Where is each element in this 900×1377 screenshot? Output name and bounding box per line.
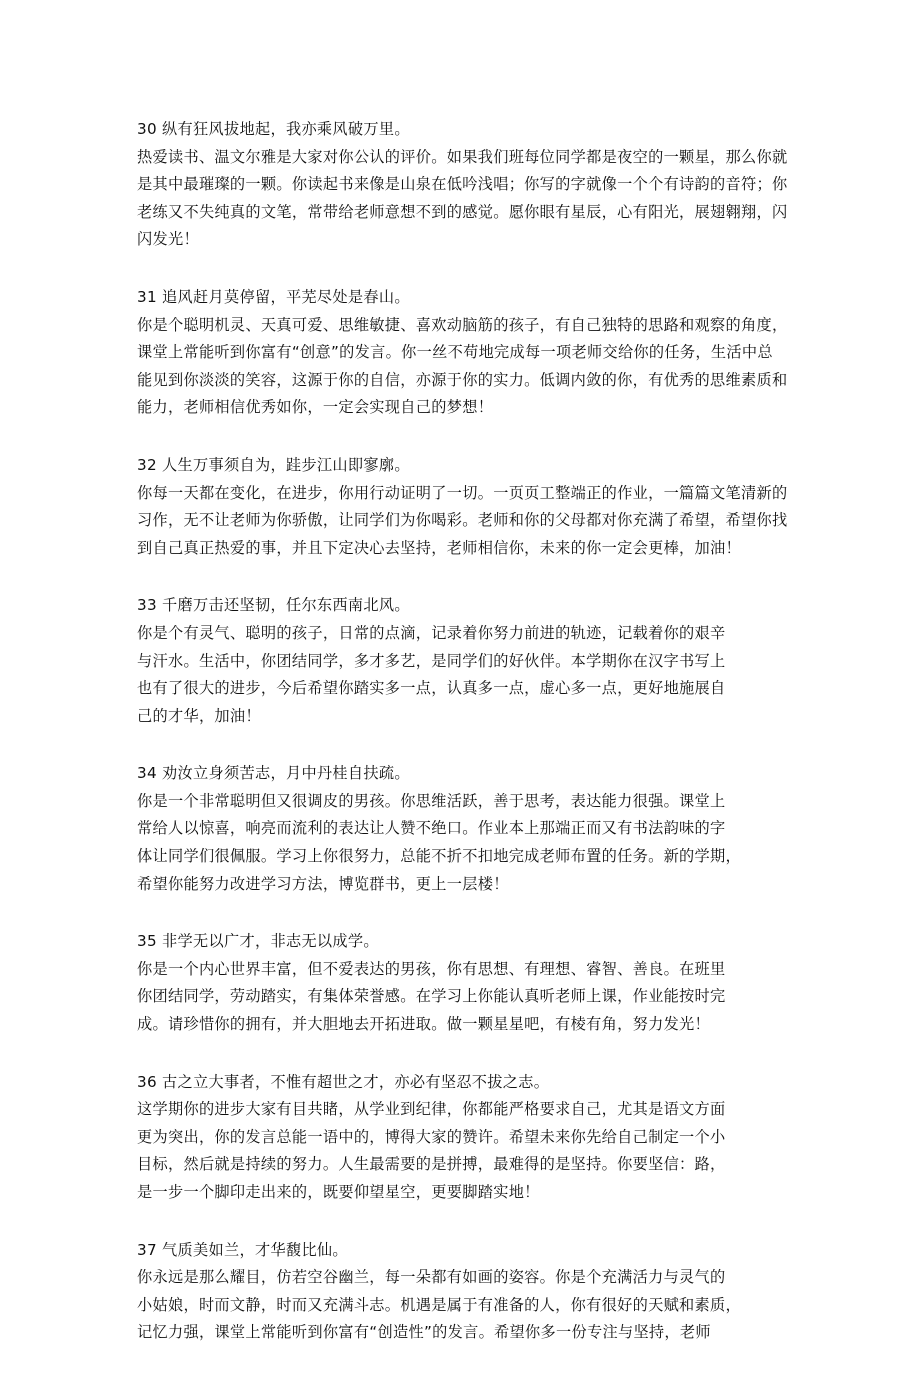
entry-30 xyxy=(137,116,788,254)
entry-text-line: 记忆力强，课堂上常能听到你富有“创造性”的发言。希望你多一份专注与坚持，老师 xyxy=(137,1323,711,1342)
entry-text-line: 这学期你的进步大家有目共睹，从学业到纪律，你都能严格要求自己，尤其是语文方面 xyxy=(137,1100,726,1119)
entry-text-line: 你是一个非常聪明但又很调皮的男孩。你思维活跃，善于思考，表达能力很强。课堂上 xyxy=(137,791,726,810)
entry-text-line: 己的才华，加油！ xyxy=(137,706,261,725)
entry-text-line: 希望你能努力改进学习方法，博览群书，更上一层楼！ xyxy=(137,874,509,893)
entry-text-line: 你是个聪明机灵、天真可爱、思维敏捷、喜欢动脑筋的孩子，有自己独特的思路和观察的角度， xyxy=(137,315,788,334)
entry-text-line: 能力，老师相信优秀如你，一定会实现自己的梦想！ xyxy=(137,398,494,417)
entry-heading: 34 劝汝立身须苦志，月中丹桂自扶疏。 xyxy=(137,764,410,783)
entry-text-line: 到自己真正热爱的事，并且下定决心去坚持，老师相信你，未来的你一定会更棒，加油！ xyxy=(137,538,742,557)
entry-text-line: 成。请珍惜你的拥有，并大胆地去开拓进取。做一颗星星吧，有棱有角，努力发光！ xyxy=(137,1015,711,1034)
entry-heading: 35 非学无以广才，非志无以成学。 xyxy=(137,932,379,951)
entry-heading: 30 纵有狂风拔地起，我亦乘风破万里。 xyxy=(137,120,410,138)
document-page xyxy=(137,116,788,1377)
entry-text-line: 你团结同学，劳动踏实，有集体荣誉感。在学习上你能认真听老师上课，作业能按时完 xyxy=(137,987,726,1006)
entry-text-line: 你是一个内心世界丰富，但不爱表达的男孩，你有思想、有理想、睿智、善良。在班里 xyxy=(137,959,726,978)
entry-text-line: 小姑娘，时而文静，时而又充满斗志。机遇是属于有准备的人，你有很好的天赋和素质， xyxy=(137,1295,742,1314)
entry-33 xyxy=(137,592,777,730)
entry-37 xyxy=(137,1237,777,1347)
entry-text-line: 热爱读书、温文尔雅是大家对你公认的评价。如果我们班每位同学都是夜空的一颗星，那么你就 xyxy=(137,147,788,166)
entry-text-line: 是一步一个脚印走出来的，既要仰望星空，更要脚踏实地！ xyxy=(137,1183,540,1201)
entry-text-line: 与汗水。生活中，你团结同学，多才多艺，是同学们的好伙伴。本学期你在汉字书写上 xyxy=(137,651,726,670)
entry-35 xyxy=(137,928,777,1038)
entry-text-line: 是其中最璀璨的一颗。你读起书来像是山泉在低吟浅唱；你写的字就像一个个有诗韵的音符；你 xyxy=(137,175,788,194)
entry-heading: 36 古之立大事者，不惟有超世之才，亦必有坚忍不拔之志。 xyxy=(137,1072,550,1091)
entry-text-line: 常给人以惊喜，响亮而流利的表达让人赞不绝口。作业本上那端正而又有书法韵味的字 xyxy=(137,819,726,838)
entry-text-line: 更为突出，你的发言总能一语中的，博得大家的赞许。希望未来你先给自己制定一个小 xyxy=(137,1127,726,1146)
entry-text-line: 你永远是那么耀目，仿若空谷幽兰，每一朵都有如画的姿容。你是个充满活力与灵气的 xyxy=(137,1268,726,1287)
entry-heading: 33 千磨万击还坚韧，任尔东西南北风。 xyxy=(137,596,410,615)
entry-36 xyxy=(137,1069,777,1207)
entry-text-line: 你每一天都在变化，在进步，你用行动证明了一切。一页页工整端正的作业，一篇篇文笔清新的 xyxy=(137,483,788,502)
entry-heading: 37 气质美如兰，才华馥比仙。 xyxy=(137,1240,348,1259)
entry-text-line: 体让同学们很佩服。学习上你很努力，总能不折不扣地完成老师布置的任务。新的学期， xyxy=(137,847,742,866)
entry-31 xyxy=(137,284,788,422)
entry-text-line: 闪发光！ xyxy=(137,230,199,249)
entry-34 xyxy=(137,760,777,898)
entry-heading: 32 人生万事须自为，跬步江山即寥廓。 xyxy=(137,455,410,474)
entry-text-line: 你是个有灵气、聪明的孩子，日常的点滴，记录着你努力前进的轨迹，记载着你的艰辛 xyxy=(137,623,726,642)
entry-text-line: 也有了很大的进步，今后希望你踏实多一点，认真多一点，虚心多一点，更好地施展自 xyxy=(137,679,726,698)
entry-heading: 31 追风赶月莫停留，平芜尽处是春山。 xyxy=(137,287,410,306)
entry-text-line: 老练又不失纯真的文笔，常带给老师意想不到的感觉。愿你眼有星辰，心有阳光，展翅翱翔，闪 xyxy=(137,202,788,221)
entry-text-line: 目标，然后就是持续的努力。人生最需要的是拼搏，最难得的是坚持。你要坚信：路， xyxy=(137,1155,726,1174)
entry-32 xyxy=(137,452,788,562)
entry-text-line: 习作，无不让老师为你骄傲，让同学们为你喝彩。老师和你的父母都对你充满了希望，希望你找 xyxy=(137,511,788,530)
entry-text-line: 课堂上常能听到你富有“创意”的发言。你一丝不苟地完成每一项老师交给你的任务，生活中总 xyxy=(137,343,773,362)
entry-text-line: 能见到你淡淡的笑容，这源于你的自信，亦源于你的实力。低调内敛的你，有优秀的思维素质和 xyxy=(137,370,788,389)
